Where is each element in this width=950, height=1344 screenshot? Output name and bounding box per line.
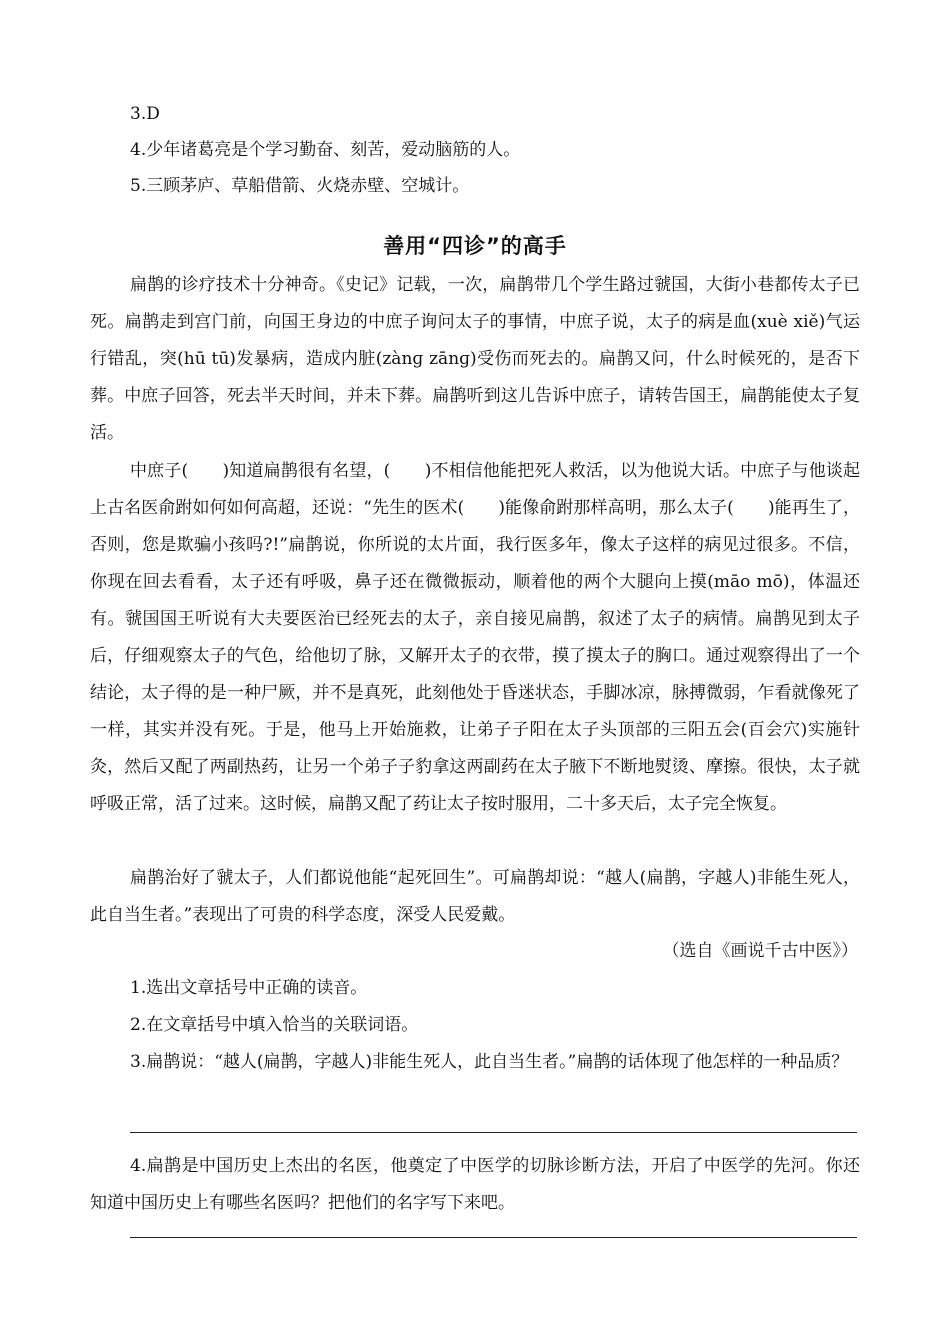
question-1: 1.选出文章括号中正确的读音。 xyxy=(130,978,368,998)
answer-3: 3.D xyxy=(130,104,160,124)
question-3: 3.扁鹊说：“越人(扁鹊，字越人)非能生死人，此自当生者。”扁鹊的话体现了他怎样的一种品质？ xyxy=(130,1052,849,1072)
question-4: 4.扁鹊是中国历史上杰出的名医，他奠定了中医学的切脉诊断方法，开启了中医学的先河。你还知道中国历史上有哪些名医吗？把他们的名字写下来吧。 xyxy=(90,1156,860,1213)
article-source: （选自《画说千古中医》） xyxy=(662,941,858,961)
answer-4: 4.少年诸葛亮是个学习勤奋、刻苦，爱动脑筋的人。 xyxy=(130,140,521,160)
answer-line-4[interactable] xyxy=(130,1237,857,1238)
article-paragraph-2: 中庶子( )知道扁鹊很有名望，( )不相信他能把死人救活，以为他说大话。中庶子与他谈起上古名医俞跗如何如何高超，还说：“先生的医术( )能像俞跗那样高明，那么太子( )能再生了，否则，您是欺骗小孩吗?!”扁鹊说，你所说的太片面，我行医多年，像太子这样的病见过很多。不信，你现在回去看看，太子还有呼吸，鼻子还在微微振动，顺着他的两个大腿向上摸(māo mō)，体温还有。虢国国王听说有大夫要医治已经死去的太子，亲自接见扁鹊，叙述了太子的病情。扁鹊见到太子后，仔细观察太子的气色，给他切了脉，又解开太子的衣带，摸了摸太子的胸口。通过观察得出了一个结论，太子得的是一种尸厥，并不是真死，此刻他处于昏迷状态，手脚冰凉，脉搏微弱，乍看就像死了一样，其实并没有死。于是，他马上开始施救，让弟子子阳在太子头顶部的三阳五会(百会穴)实施针灸，然后又配了两副热药，让另一个弟子子豹拿这两副药在太子腋下不断地熨烫、摩擦。很快，太子就呼吸正常，活了过来。这时候，扁鹊又配了药让太子按时服用，二十多天后，太子完全恢复。 xyxy=(90,461,860,814)
previous-answers xyxy=(130,96,870,204)
article-paragraph-3: 扁鹊治好了虢太子，人们都说他能“起死回生”。可扁鹊却说：“越人(扁鹊，字越人)非能生死人，此自当生者。”表现出了可贵的科学态度，深受人民爱戴。 xyxy=(90,868,860,925)
article-title: 善用“四诊”的高手 xyxy=(383,234,567,258)
article-paragraph-1: 扁鹊的诊疗技术十分神奇。《史记》记载，一次，扁鹊带几个学生路过虢国，大街小巷都传太子已死。扁鹊走到宫门前，向国王身边的中庶子询问太子的事情，中庶子说，太子的病是血(xuè xiě)气运行错乱，突(hū tū)发暴病，造成内脏(zànɡ zānɡ)受伤而死去的。扁鹊又问，什么时候死的，是否下葬。中庶子回答，死去半天时间，并未下葬。扁鹊听到这儿告诉中庶子，请转告国王，扁鹊能使太子复活。 xyxy=(90,275,860,443)
answer-5: 5.三顾茅庐、草船借箭、火烧赤壁、空城计。 xyxy=(130,176,470,196)
question-2: 2.在文章括号中填入恰当的关联词语。 xyxy=(130,1015,419,1035)
answer-line-3[interactable] xyxy=(130,1132,857,1133)
